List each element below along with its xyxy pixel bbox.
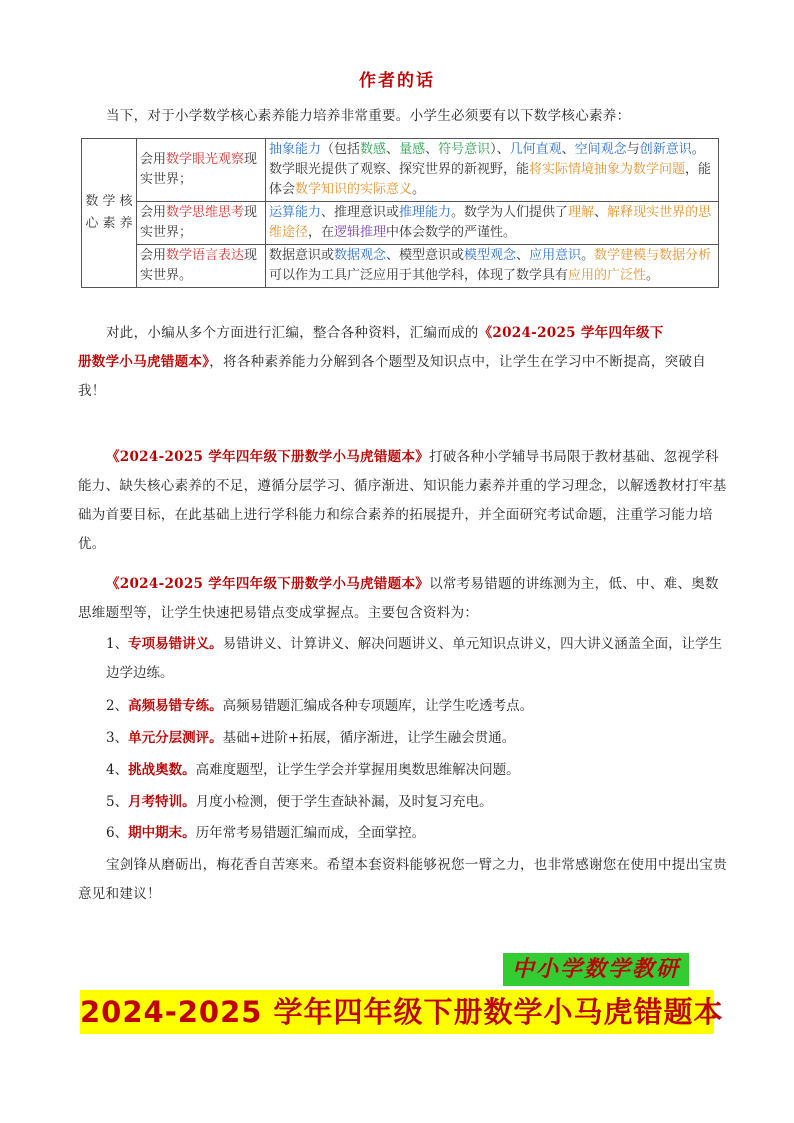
item-number: 4、 [106,762,129,778]
cell-text: 。数学眼光提供了观察、探究世界的新视野，能 [269,142,705,177]
p1-text-pre: 对此，小编从多个方面进行汇编，整合各种资料，汇编而成的 [106,325,479,341]
item-heading: 月考特训。 [128,794,196,810]
cell-text: ，能体会 [269,162,712,197]
brand-badge: 中小学数学教研 [503,953,689,986]
cell-text: 、推理意识或 [321,205,400,220]
item-number: 6、 [106,825,129,841]
list-item [106,756,728,785]
highlight-term: 推理能力 [399,205,452,220]
core-literacy-table [81,138,719,288]
table-row [82,245,719,288]
page-title: 作者的话 [359,71,435,91]
cell-text: 、 [386,142,400,157]
p3-book-title: 《2024-2025 学年四年级下册数学小马虎错题本》 [106,576,430,592]
highlight-term: 数学建模与数据分析 [594,248,712,263]
cell-text: 会用 [140,248,167,263]
paragraph-3 [78,570,728,628]
item-heading: 高频易错专练。 [128,698,223,714]
item-text: 基础+进阶+拓展，循序渐进，让学生融会贯通。 [222,730,516,746]
cell-text: 。 [646,268,660,283]
item-text: 高难度题型，让学生学会并掌握用奥数思维解决问题。 [195,762,520,778]
p1-book-title-a: 《2024-2025 学年四年级下 [478,325,664,341]
item-text: 高频易错题汇编成各种专项题库，让学生吃透考点。 [222,698,534,714]
item-heading: 单元分层测评。 [128,730,223,746]
highlight-term: 符号意识 [438,142,491,157]
highlight-term: 运算能力 [269,205,322,220]
p2-book-title: 《2024-2025 学年四年级下册数学小马虎错题本》 [106,449,430,465]
row-left-cell [137,245,266,288]
cell-text: （包括 [321,142,361,157]
item-heading: 专项易错讲义。 [128,636,223,652]
item-heading: 期中期末。 [128,825,196,841]
item-number: 5、 [106,794,129,810]
row-left-cell [137,202,266,245]
item-number: 2、 [106,698,129,714]
cell-text: 现实世界； [140,205,258,240]
highlight-term: 模型观念 [464,248,517,263]
highlight-term: 数学语言表达 [166,248,245,263]
paragraph-1 [78,319,728,406]
highlight-term: 应用的广泛性 [568,268,647,283]
highlight-term: 将实际情境抽象为数学问题 [529,162,686,177]
item-number: 3、 [106,730,129,746]
cell-text: 、 [425,142,439,157]
closing-text: 宝剑锋从磨砺出，梅花香自苦寒来。希望本套资料能够祝您一臂之力，也非常感谢您在使用中提出宝贵意见和建议！ [78,857,727,902]
highlight-term: 几何直观 [509,142,562,157]
cell-text: 会用 [140,205,167,220]
cell-text: ）、 [490,142,510,157]
item-text: 易错讲义、计算讲义、解决问题讲义、单元知识点讲义，四大讲义涵盖全面，让学生边学边练。 [106,636,723,681]
title-banner: 2024-2025 学年四年级下册数学小马虎错题本 [80,990,714,1034]
cell-text: 、 [561,142,575,157]
cell-text: ，在 [308,225,335,240]
highlight-term: 应用意识 [529,248,582,263]
row-right-cell [266,245,719,288]
highlight-term: 空间观念 [574,142,627,157]
table-row [82,202,719,245]
cell-text: 。数学为人们提供了 [451,205,569,220]
cell-text: 、 [594,205,608,220]
highlight-term: 抽象能力 [269,142,322,157]
table-row [82,139,719,202]
highlight-term: 数据观念 [334,248,387,263]
cell-text: 现实世界； [140,152,258,187]
cell-text: 。 [581,248,595,263]
cell-text: 。 [412,182,426,197]
item-text: 月度小检测，便于学生查缺补漏，及时复习充电。 [195,794,493,810]
cell-text: 会用 [140,152,167,167]
highlight-term: 量感 [399,142,426,157]
cell-text: 现实世界。 [140,248,258,283]
cell-text: 数据意识或 [269,248,335,263]
p1-text-post: ，将各种素养能力分解到各个题型及知识点中，让学生在学习中不断提高，突破自我！ [78,354,707,399]
p2-text: 打破各种小学辅导书局限于教材基础、忽视学科能力、缺失核心素养的不足，遵循分层学习、循序渐进、知识能力素养并重的学习理念，以解透教材打牢基础为首要目标，在此基础上进行学科能力和综合素养的拓展提升，并全面研究考试命题，注重学习能力培优。 [78,449,727,552]
list-item [106,724,728,753]
table-head-cell: 数 学 核 心 素 养 [82,139,137,288]
item-heading: 挑战奥数。 [128,762,196,778]
highlight-term: 解释现实世界的思维途径 [269,205,712,240]
intro-text: 当下，对于小学数学核心素养能力培养非常重要。小学生必须要有以下数学核心素养： [106,108,631,124]
cell-text: 、 [516,248,530,263]
item-number: 1、 [106,636,129,652]
list-item [106,630,728,688]
highlight-term: 数感 [360,142,387,157]
list-item [106,819,728,848]
highlight-term: 逻辑推理 [334,225,387,240]
highlight-term: 数学眼光观察 [166,152,245,167]
paragraph-2 [78,443,728,559]
highlight-term: 理解 [568,205,595,220]
row-right-cell [266,202,719,245]
highlight-term: 创新意识 [639,142,692,157]
highlight-term: 数学思维思考 [166,205,245,220]
cell-text: 中体会数学的严谨性。 [386,225,517,240]
p3-text: 以常考易错题的讲练测为主，低、中、难、奥数思维题型等，让学生快速把易错点变成掌握点。主要包含资料为： [78,576,719,621]
cell-text: 可以作为工具广泛应用于其他学科，体现了数学具有 [269,268,569,283]
list-item [106,788,728,817]
list-item [106,692,728,721]
cell-text: 与 [626,142,640,157]
row-right-cell [266,139,719,202]
highlight-term: 数学知识的实际意义 [295,182,413,197]
p1-book-title-b: 册数学小马虎错题本》 [78,354,210,370]
item-text: 历年常考易错题汇编而成，全面掌控。 [195,825,426,841]
row-left-cell [137,139,266,202]
cell-text: 、模型意识或 [386,248,465,263]
